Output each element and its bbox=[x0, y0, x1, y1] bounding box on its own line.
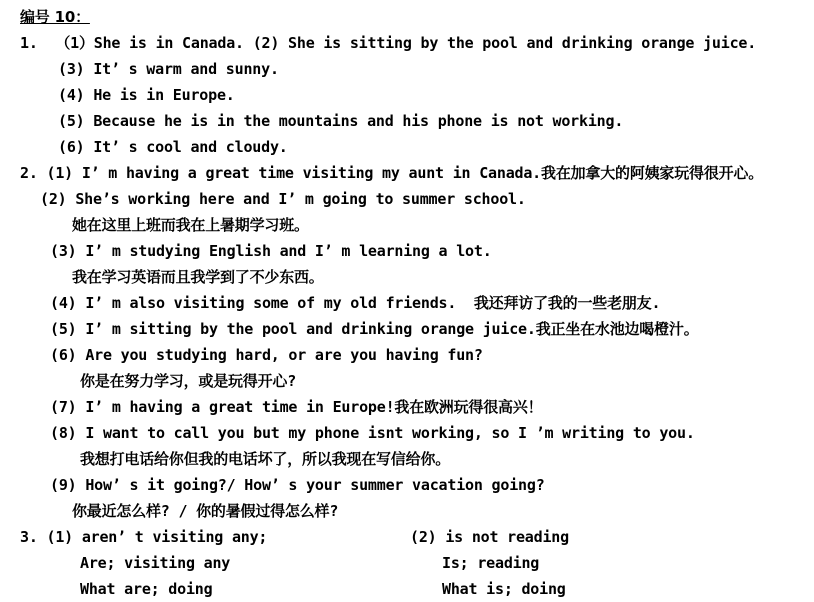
answer-1-line-5: (5) Because he is in the mountains and his phone is not working. bbox=[58, 112, 624, 130]
answer-1-line-6: (6) It’ s cool and cloudy. bbox=[58, 138, 288, 156]
answer-2-item-9: (9) How’ s it going?/ How’ s your summer vacation going? bbox=[50, 476, 545, 494]
answer-3-right-line-3: What is; doing bbox=[442, 580, 566, 598]
answer-2-item-3-translation: 我在学习英语而且我学到了不少东西。 bbox=[72, 268, 324, 286]
answer-3-right-line-2: Is; reading bbox=[442, 554, 540, 572]
answer-2-item-9-translation: 你最近怎么样? / 你的暑假过得怎么样? bbox=[72, 502, 339, 520]
answer-1-line-1: 1. （1）She is in Canada. (2) She is sitting by the pool and drinking orange juice. bbox=[20, 34, 757, 52]
answer-3-left-line-2: Are; visiting any bbox=[80, 554, 231, 572]
answer-2-item-6: (6) Are you studying hard, or are you having fun? bbox=[50, 346, 483, 364]
header-label: 编号 10： bbox=[20, 8, 90, 26]
answer-2-item-8-translation: 我想打电话给你但我的电话坏了，所以我现在写信给你。 bbox=[80, 450, 451, 468]
answer-2-item-3: (3) I’ m studying English and I’ m learning a lot. bbox=[50, 242, 492, 260]
answer-1-line-3: (3) It’ s warm and sunny. bbox=[58, 60, 279, 78]
answer-2-item-6-translation: 你是在努力学习，或是玩得开心? bbox=[80, 372, 297, 390]
answer-3-right-line-1: (2) is not reading bbox=[410, 528, 569, 546]
answer-3-left-line-3: What are; doing bbox=[80, 580, 213, 598]
answer-2-item-7: (7) I’ m having a great time in Europe!我在欧洲玩得很高兴！ bbox=[50, 398, 543, 416]
answer-2-item-4: (4) I’ m also visiting some of my old friends. 我还拜访了我的一些老朋友. bbox=[50, 294, 661, 312]
answer-2-item-8: (8) I want to call you but my phone isnt working, so I ’m writing to you. bbox=[50, 424, 695, 442]
answer-1-line-4: (4) He is in Europe. bbox=[58, 86, 235, 104]
answer-2-item-5: (5) I’ m sitting by the pool and drinking orange juice.我正坐在水池边喝橙汁。 bbox=[50, 320, 699, 338]
answer-2-item-2: (2) She’s working here and I’ m going to summer school. bbox=[40, 190, 526, 208]
answer-2-item-1: 2. (1) I’ m having a great time visiting my aunt in Canada.我在加拿大的阿姨家玩得很开心。 bbox=[20, 164, 764, 182]
answer-3-left-line-1: 3. (1) aren’ t visiting any; bbox=[20, 528, 268, 546]
answer-2-item-2-translation: 她在这里上班而我在上暑期学习班。 bbox=[72, 216, 309, 234]
